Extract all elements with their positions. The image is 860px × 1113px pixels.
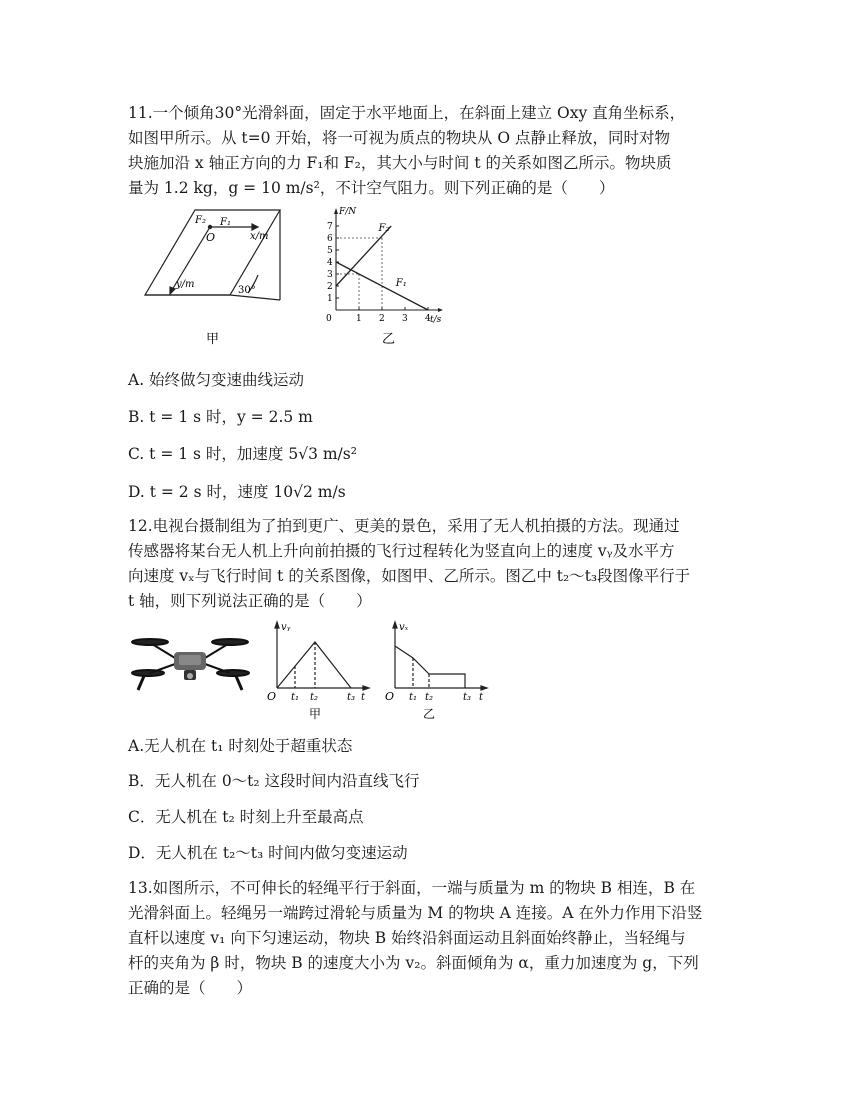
label-O: O <box>206 231 216 244</box>
label-F1: F₁ <box>220 217 231 228</box>
q12-yi-t1: t₁ <box>409 692 418 703</box>
q11-option-c: C. t = 1 s 时，加速度 5√3 m/s² <box>128 445 357 463</box>
q12-jia-t2: t₂ <box>310 692 319 703</box>
label-y: y/m <box>176 279 195 290</box>
x-tick-label: 2 <box>379 314 385 324</box>
q13-line-3: 直杆以速度 v₁ 向下匀速运动，物块 B 始终沿斜面运动且斜面始终静止，当轻绳与 <box>128 929 686 947</box>
drone-image <box>130 628 250 698</box>
q11-option-d: D. t = 2 s 时，速度 10√2 m/s <box>128 483 346 501</box>
q12-option-d: D．无人机在 t₂～t₃ 时间内做匀变速运动 <box>128 844 408 862</box>
series-label-f1: F₁ <box>395 278 407 289</box>
y-tick-label: 7 <box>327 222 333 232</box>
q12-vx-chart <box>383 620 493 720</box>
question-12-stem <box>128 514 738 614</box>
q12-yi-t: t <box>479 692 484 703</box>
caption-jia: 甲 <box>206 332 220 347</box>
y-tick-label: 5 <box>327 246 333 256</box>
q12-jia-origin: O <box>267 690 277 703</box>
q13-line-1: 13.如图所示，不可伸长的轻绳平行于斜面，一端与质量为 m 的物块 B 相连，B 在 <box>128 879 696 897</box>
x-tick-label: 4 <box>425 314 431 324</box>
q12-jia-t1: t₁ <box>291 692 300 703</box>
y-axis-arrow <box>334 208 338 214</box>
q11-line-2: 如图甲所示。从 t=0 开始，将一可视为质点的物块从 O 点静止释放，同时对物 <box>128 129 670 147</box>
q12-yi-t3: t₃ <box>463 692 472 703</box>
q12-caption-jia: 甲 <box>309 707 322 720</box>
q11-option-b: B. t = 1 s 时，y = 2.5 m <box>128 408 313 426</box>
q11-line-1: 11.一个倾角30°光滑斜面，固定于水平地面上，在斜面上建立 Oxy 直角坐标系， <box>128 104 686 122</box>
q11-figure-incline <box>140 205 290 350</box>
q13-line-5: 正确的是（ ） <box>128 979 253 997</box>
question-13-stem <box>128 876 738 1001</box>
q12-yi-origin: O <box>385 690 395 703</box>
q13-line-2: 光滑斜面上。轻绳另一端跨过滑轮与质量为 M 的物块 A 连接。A 在外力作用下沿竖 <box>128 904 703 922</box>
q13-line-4: 杆的夹角为 β 时，物块 B 的速度大小为 v₂。斜面倾角为 α，重力加速度为 g，下列 <box>128 954 699 972</box>
q12-option-c: C．无人机在 t₂ 时刻上升至最高点 <box>128 808 364 826</box>
x-axis-label: t/s <box>430 315 442 325</box>
q12-vy-chart <box>265 620 375 720</box>
q11-line-3: 块施加沿 x 轴正方向的力 F₁和 F₂，其大小与时间 t 的关系如图乙所示。物块质 <box>128 154 672 172</box>
q12-caption-yi: 乙 <box>423 707 436 720</box>
y-tick-label: 4 <box>327 258 333 268</box>
q12-jia-ylabel: vᵧ <box>281 622 291 633</box>
q11-line-4: 量为 1.2 kg，g = 10 m/s²，不计空气阻力。则下列正确的是（ ） <box>128 179 615 197</box>
y-tick-label: 6 <box>327 234 333 244</box>
caption-yi: 乙 <box>382 332 396 347</box>
x-axis-arrow <box>438 308 443 312</box>
q12-option-a: A.无人机在 t₁ 时刻处于超重状态 <box>128 737 353 755</box>
q11-option-a: A. 始终做匀变速曲线运动 <box>128 371 305 389</box>
y-tick-label: 2 <box>327 282 333 292</box>
q12-line-1: 12.电视台摄制组为了拍到更广、更美的景色，采用了无人机拍摄的方法。现通过 <box>128 517 680 535</box>
label-x: x/m <box>250 231 269 242</box>
q12-line-4: t 轴，则下列说法正确的是（ ） <box>128 592 372 610</box>
x-tick-label: 1 <box>356 314 362 324</box>
q12-yi-t2: t₂ <box>425 692 434 703</box>
q12-line-2: 传感器将某台无人机上升向前拍摄的飞行过程转化为竖直向上的速度 vᵧ及水平方 <box>128 542 675 560</box>
q12-line-3: 向速度 vₓ与飞行时间 t 的关系图像，如图甲、乙所示。图乙中 t₂～t₃段图像平行于 <box>128 567 691 585</box>
q12-jia-t: t <box>361 692 366 703</box>
label-F2: F₂ <box>195 215 206 226</box>
label-angle: 30° <box>238 285 256 296</box>
y-tick-label: 1 <box>327 294 333 304</box>
q12-yi-ylabel: vₓ <box>399 622 409 633</box>
x-tick-label: 3 <box>402 314 408 324</box>
y-tick-label: 3 <box>327 270 333 280</box>
series-label-f2: F₂ <box>378 222 390 234</box>
q11-ft-chart <box>322 205 452 350</box>
q12-option-b: B．无人机在 0～t₂ 这段时间内沿直线飞行 <box>128 772 420 790</box>
question-11-stem <box>128 101 738 201</box>
y-axis-label: F/N <box>339 207 357 217</box>
origin-label: 0 <box>326 314 332 324</box>
q12-jia-t3: t₃ <box>347 692 356 703</box>
